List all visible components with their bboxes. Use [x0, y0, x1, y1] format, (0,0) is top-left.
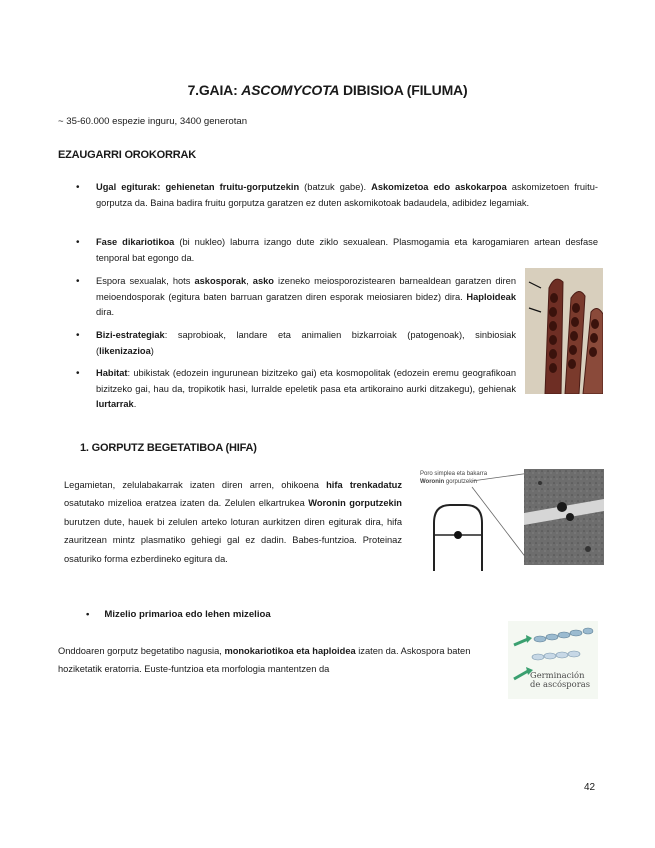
section-heading-hifa: 1. GORPUTZ BEGETATIBOA (HIFA) [80, 442, 257, 454]
asci-image [525, 268, 603, 394]
asci-micrograph [525, 268, 603, 394]
section-heading-general: EZAUGARRI OROKORRAK [58, 149, 196, 161]
mizelio-heading: • Mizelio primarioa edo lehen mizelioa [86, 609, 271, 620]
list-item: • Espora sexualak, hots askosporak, asko izeneko meiosporozistearen barnealdean garatzen diren meioendosporak (egitura baten barruan garatzen diren esporak meiosiaren bidez) dira. Haploideak dira. [76, 276, 516, 318]
list-item: • Fase dikariotikoa (bi nukleo) laburra izango dute ziklo sexualean. Plasmogamia eta karogamiaren artean desfase tenporal bat egongo da. [76, 237, 598, 263]
page-title: 7.GAIA: ASCOMYCOTA DIBISIOA (FILUMA) [187, 82, 468, 98]
page-number: 42 [584, 782, 596, 793]
list-item: • Ugal egiturak: gehienetan fruitu-gorputzekin (batzuk gabe). Askomizetoa edo askokarpoa askomizetoen fruitu-gorputza da. Baina badira fruitu gorputza garatzen ez duten askomikotoak badaudela, adibidez legamiak. [76, 182, 598, 208]
mizelio-paragraph: Onddoaren gorputz begetatibo nagusia, monokariotikoa eta haploidea izaten da. Askospora baten hoziketatik eratorria. Euste-funtzioa eta morfologia mantentzen da [58, 646, 471, 674]
germination-figure [508, 621, 598, 699]
woronin-diagram [420, 463, 604, 571]
woronin-label: Poro simplea eta bakarra Woronin gorputzekin [420, 471, 488, 485]
germination-caption: Germinación de ascósporas [530, 670, 590, 689]
hifa-paragraph: Legamietan, zelulabakarrak izaten diren arren, ohikoena hifa trenkadatuz osatutako mizelioa eratzea izaten da. Zelulen elkartrukea Woronin gorputzekin burutzen dute, hauek bi zelulen arteko loturan aurkitzen diren egiturak dira, hifa zauritzean mintz plasmatiko gehiegi gal ez dadin. Babes-funtzioa. Proteinaz osaturiko forma ezberdineko egitura da. [64, 480, 402, 564]
species-count: ~ 35-60.000 espezie inguru, 3400 generotan [58, 116, 248, 127]
woronin-figure [420, 463, 604, 571]
list-item: • Habitat: ubikistak (edozein ingurunean bizitzeko gai) eta kosmopolitak (edozein eremu geografikoan bizitzeko gai, hau da, tropikotik hasi, lurralde epeletik pasa eta artikoraino aurki ditzakegu), gehienak lurtarrak. [76, 368, 516, 410]
list-item: • Bizi-estrategiak: saprobioak, landare eta animalien bizkarroiak (patogenoak), sinbiosiak (likenizazioa) [76, 330, 516, 356]
